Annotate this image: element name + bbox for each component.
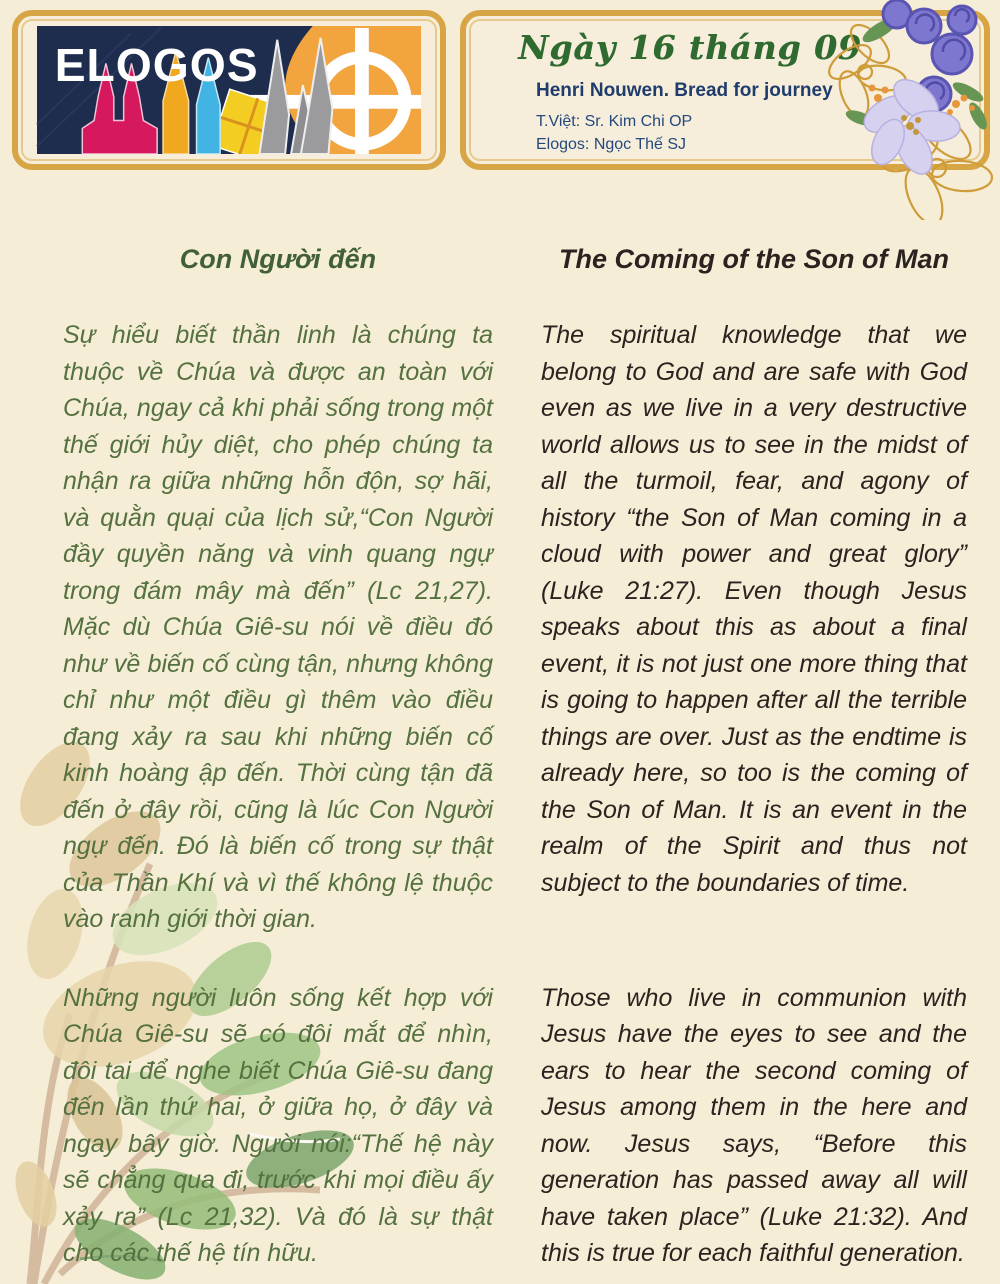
header-logo-box (12, 10, 446, 170)
english-paragraph-2: Those who live in communion with Jesus have the eyes to see and the ears to hear the second coming of Jesus among them in the here and now. Jesus says, “Before this generation has passed away all will have taken place” (Luke 21:32). And this is true for each faithful generation. (541, 983, 967, 1267)
english-column-title: The Coming of the Son of Man (559, 244, 949, 274)
purple-rose-bouquet-icon (822, 0, 1000, 220)
vietnamese-column-title: Con Người đến (179, 244, 377, 274)
editor-line: Elogos: Ngọc Thế SJ (536, 136, 687, 153)
vietnamese-paragraph-1: Sự hiểu biết thần linh là chúng ta thuộc về Chúa và được an toàn với Chúa, ngay cả khi phải sống trong một thế giới hủy diệt, cho phép chúng ta nhận ra giữa những hỗn độn, sợ hãi, và quằn quại của lịch sử,“Con Người đầy quyền năng và vinh quang ngự trong đám mây mà đến” (Lc 21,27). Mặc dù Chúa Giê-su nói về điều đó như về biến cố cùng tận, nhưng không chỉ như một điều gì thêm vào điều đang xảy ra sau khi những biến cố kinh hoàng ập đến. Thời cùng tận đã đến ở đây rồi, cũng là lúc Con Người ngự đến. Đó là biến cố trong sự thật của Thần Khí và vì thế không lệ thuộc vào ranh giới thời gian. (63, 321, 493, 933)
source-line: Henri Nouwen. Bread for journey (536, 80, 833, 101)
elogos-cathedral-cross-logo (33, 26, 425, 154)
translator-line: T.Việt: Sr. Kim Chi OP (536, 113, 693, 130)
content-columns (63, 244, 967, 1272)
english-paragraph-1: The spiritual knowledge that we belong to God and are safe with God even as we live in a very destructive world allows us to see in the midst of all the turmoil, fear, and agony of history “the Son of Man coming in a cloud with power and great glory” (Luke 21:27). Even though Jesus speaks about this as about a final event, it is not just one more thing that is going to happen after all the terrible things are over. Just as the endtime is already here, so too is the coming of the Son of Man. It is an event in the realm of the Spirit and thus not subject to the boundaries of time. (541, 321, 967, 897)
svg-text:ELOGOS: ELOGOS (54, 39, 259, 92)
date-title: Ngày 16 tháng 09 (518, 28, 862, 67)
vietnamese-paragraph-2: Những người luôn sống kết hợp với Chúa Giê-su sẽ có đôi mắt để nhìn, đôi tai để nghe biết Chúa Giê-su đang đến lần thứ hai, ở giữa họ, ở đây và ngay bây giờ. Người nói:“Thế hệ này sẽ chẳng qua đi, trước khi mọi điều ấy xảy ra” (Lc 21,32). Và đó là sự thật cho các thế hệ tín hữu. (63, 983, 493, 1267)
